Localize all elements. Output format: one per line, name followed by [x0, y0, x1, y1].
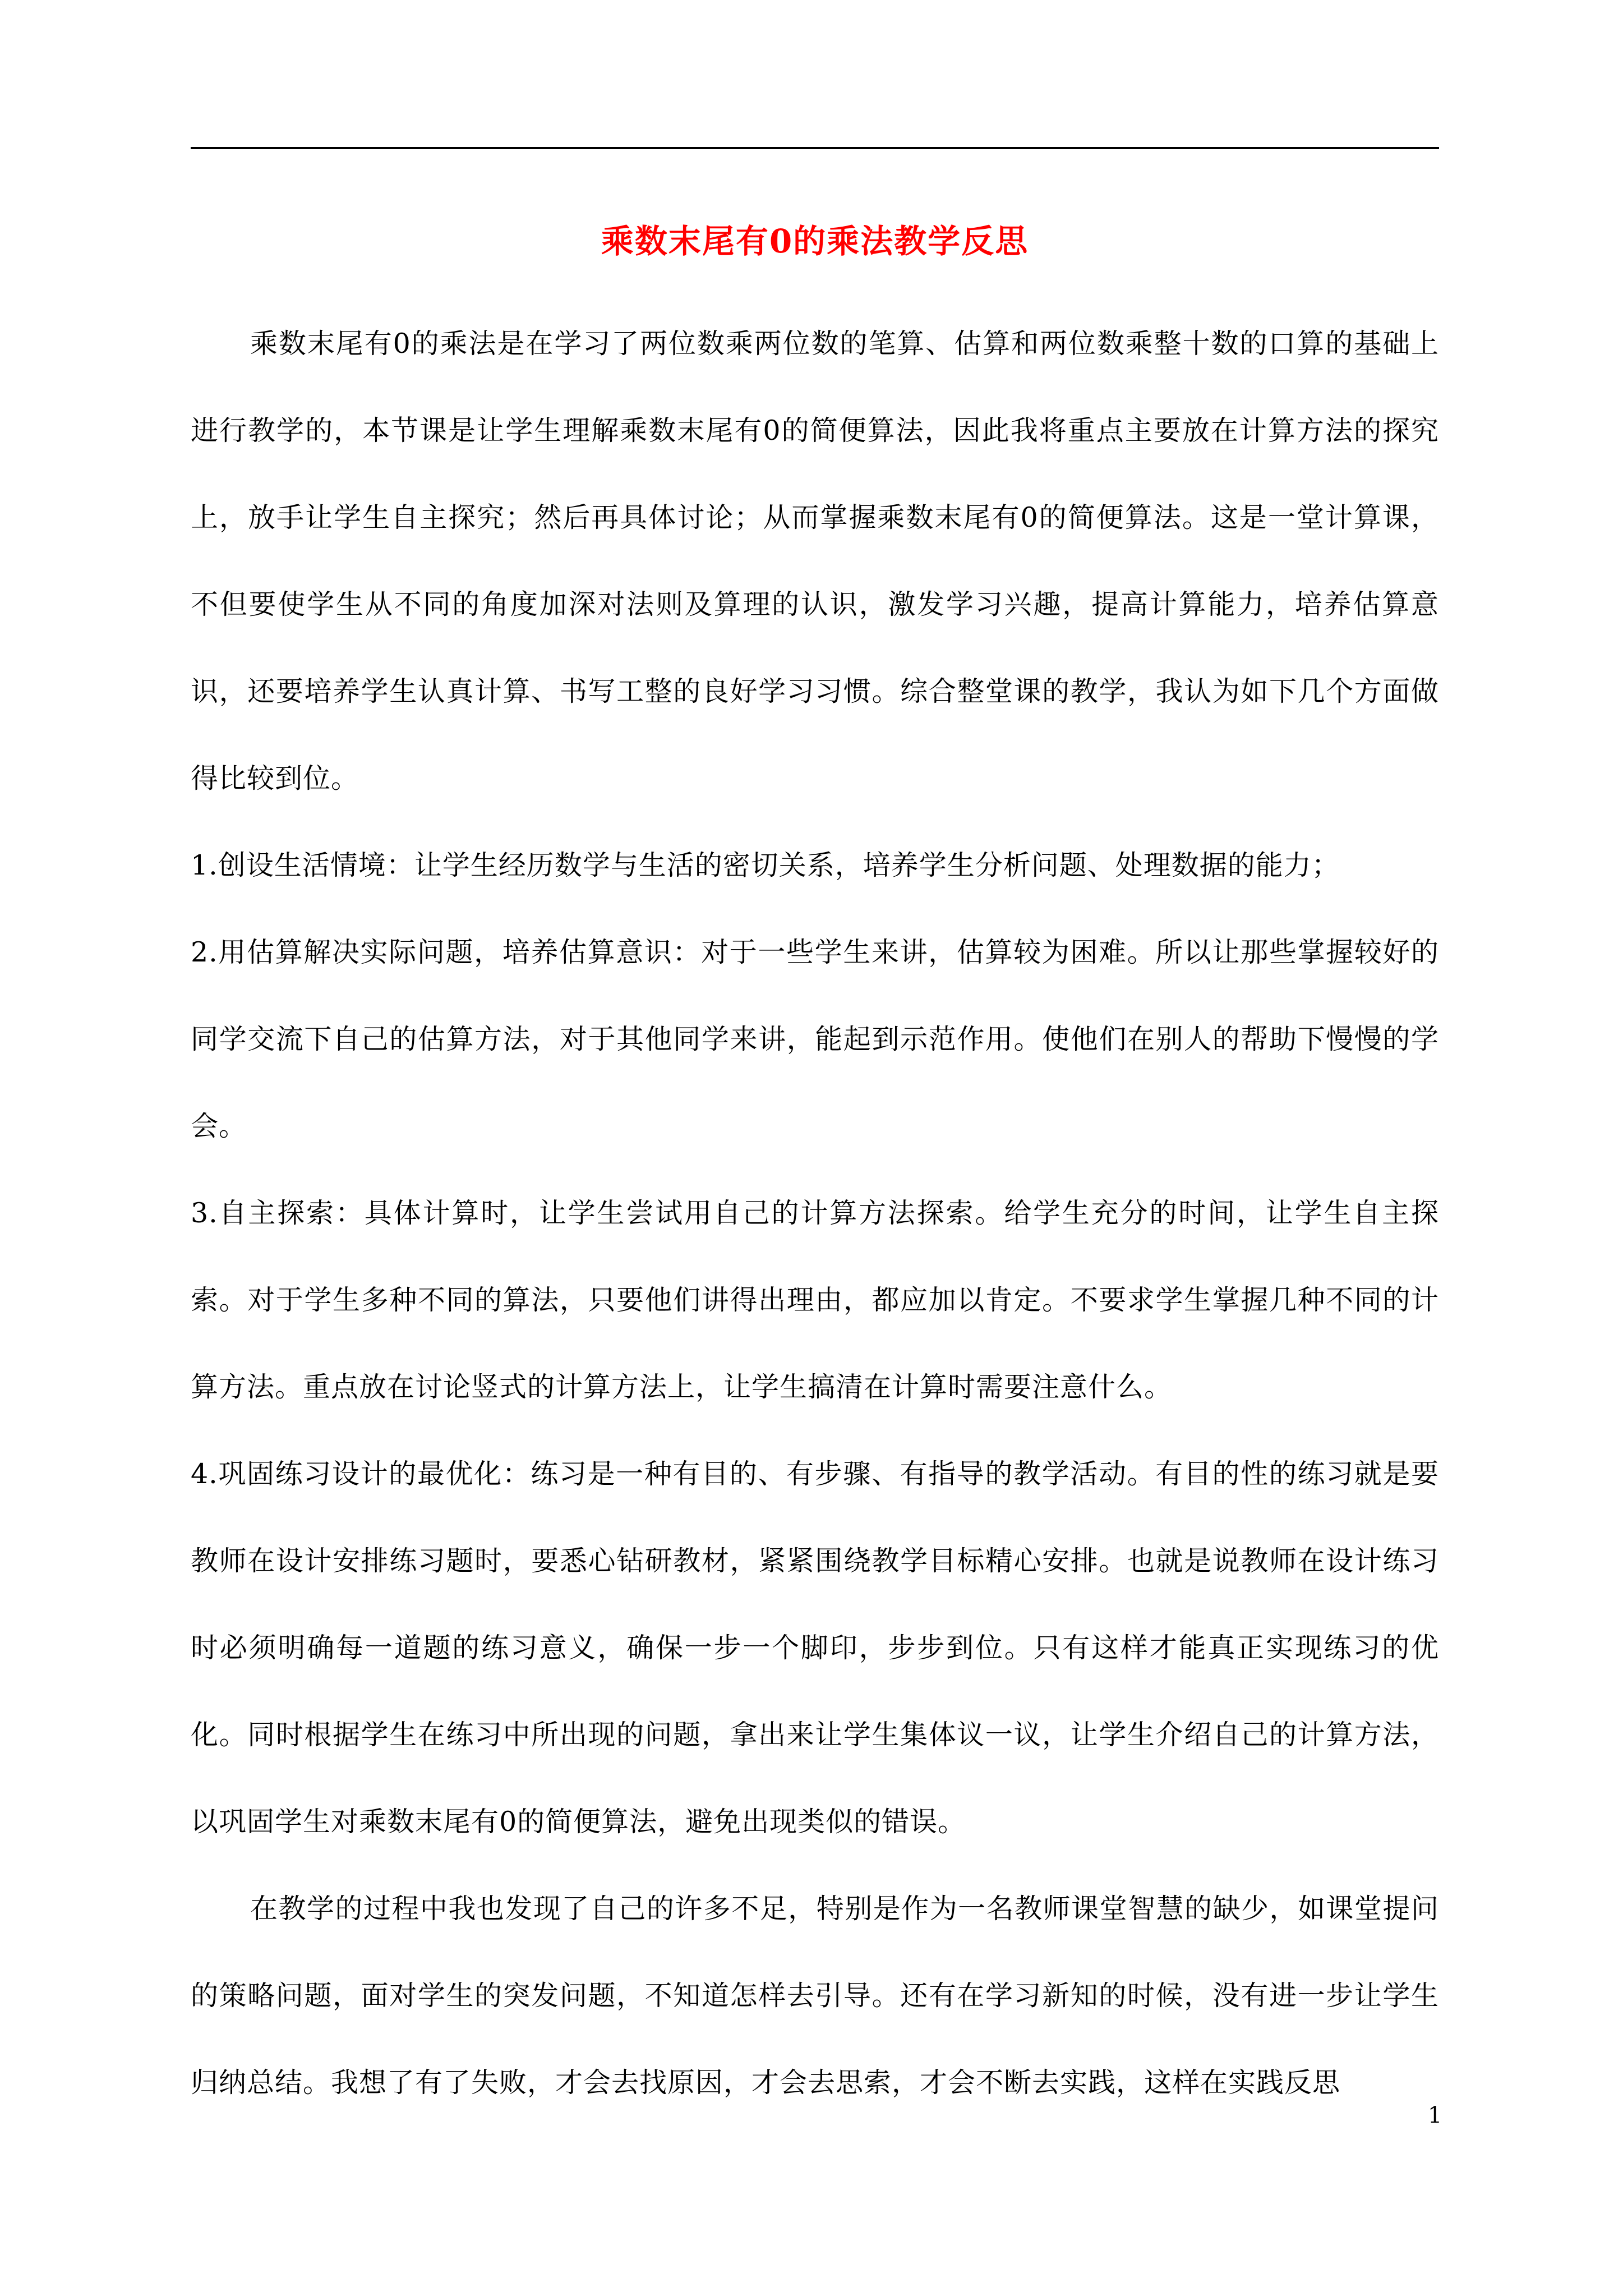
page-title: 乘数末尾有0的乘法教学反思 [601, 222, 1029, 260]
list-item-3: 3.自主探索：具体计算时，让学生尝试用自己的计算方法探索。给学生充分的时间，让学生自主探索。对于学生多种不同的算法，只要他们讲得出理由，都应加以肯定。不要求学生掌握几种不同的计算方法。重点放在讨论竖式的计算方法上，让学生搞清在计算时需要注意什么。 [191, 1197, 1439, 1403]
reflection-paragraph: 在教学的过程中我也发现了自己的许多不足，特别是作为一名教师课堂智慧的缺少，如课堂提问的策略问题，面对学生的突发问题，不知道怎样去引导。还有在学习新知的时候，没有进一步让学生归纳总结。我想了有了失败，才会去找原因，才会去思索，才会不断去实践，这样在实践反思 [191, 1893, 1439, 2099]
page-number: 1 [1428, 2102, 1442, 2128]
intro-paragraph: 乘数末尾有0的乘法是在学习了两位数乘两位数的笔算、估算和两位数乘整十数的口算的基础上进行教学的，本节课是让学生理解乘数末尾有0的简便算法，因此我将重点主要放在计算方法的探究上，放手让学生自主探究；然后再具体讨论；从而掌握乘数末尾有0的简便算法。这是一堂计算课，不但要使学生从不同的角度加深对法则及算理的认识，激发学习兴趣，提高计算能力，培养估算意识，还要培养学生认真计算、书写工整的良好学习习惯。综合整堂课的教学，我认为如下几个方面做得比较到位。 [191, 328, 1439, 794]
list-item-2: 2.用估算解决实际问题，培养估算意识：对于一些学生来讲，估算较为困难。所以让那些掌握较好的同学交流下自己的估算方法，对于其他同学来讲，能起到示范作用。使他们在别人的帮助下慢慢的学会。 [191, 936, 1439, 1142]
header-rule [191, 147, 1439, 149]
list-item-4: 4.巩固练习设计的最优化：练习是一种有目的、有步骤、有指导的教学活动。有目的性的练习就是要教师在设计安排练习题时，要悉心钻研教材，紧紧围绕教学目标精心安排。也就是说教师在设计练习时必须明确每一道题的练习意义，确保一步一个脚印，步步到位。只有这样才能真正实现练习的优化。同时根据学生在练习中所出现的问题，拿出来让学生集体议一议，让学生介绍自己的计算方法，以巩固学生对乘数末尾有0的简便算法，避免出现类似的错误。 [191, 1458, 1439, 1838]
list-item-1: 1.创设生活情境：让学生经历数学与生活的密切关系，培养学生分析问题、处理数据的能力； [191, 849, 1340, 881]
document-body [191, 300, 1439, 2126]
